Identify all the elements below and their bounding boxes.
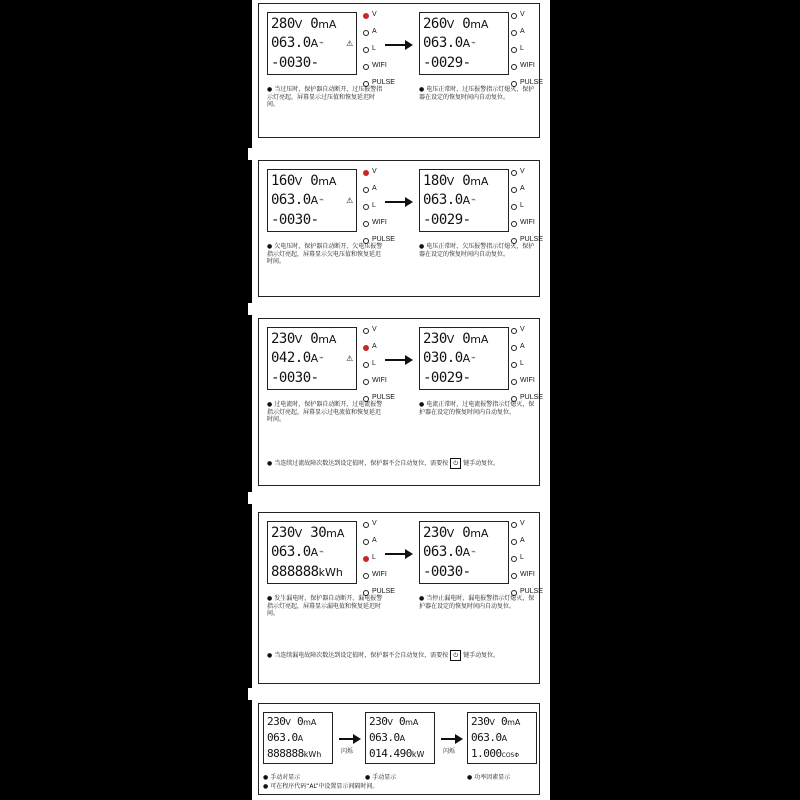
power-button-icon: ⏻: [450, 650, 461, 661]
led-dot-icon: [511, 362, 517, 368]
indicator-a: A: [363, 536, 391, 553]
plug-icon: ⌁: [319, 195, 324, 204]
led-dot-icon: [363, 556, 369, 562]
page-notch: [248, 688, 258, 700]
indicator-pulse: PULSE: [363, 78, 391, 95]
indicator-l: L: [363, 201, 391, 218]
indicator-l: L: [363, 44, 391, 61]
indicator-pulse: PULSE: [363, 235, 391, 252]
fault-description: ● 当过压时，保护器自动断开，过压报警指示灯亮起，屏幕显示过压值和恢复延迟时间。: [267, 86, 385, 109]
led-dot-icon: [511, 170, 517, 176]
indicator-v: V: [363, 325, 391, 342]
page-notch: [248, 303, 258, 315]
protection-panel: [258, 3, 543, 138]
led-dot-icon: [511, 30, 517, 36]
indicator-l: L: [511, 201, 539, 218]
indicator-v: V: [363, 519, 391, 536]
indicator-l: L: [363, 359, 391, 376]
page-notch: [248, 148, 258, 160]
lcd-screen-fault: 230V 30mA 063.0A⌁ 888888kWh: [267, 521, 357, 584]
lcd-screen-fault: 160V 0mA 063.0A⌁ -0030- ⚠: [267, 169, 357, 232]
warning-icon: ⚠: [346, 193, 353, 206]
page-notch: [248, 492, 258, 504]
led-dot-icon: [363, 379, 369, 385]
indicator-pulse: PULSE: [363, 393, 391, 410]
led-dot-icon: [511, 522, 517, 528]
power-button-icon: ⏻: [450, 458, 461, 469]
arrow-icon: [385, 201, 411, 203]
indicator-a: A: [363, 342, 391, 359]
led-dot-icon: [363, 328, 369, 334]
caption: ● 功率因素显示: [467, 772, 510, 781]
indicator-a: A: [363, 27, 391, 44]
lcd-screen-recovered: 230V 0mA 063.0A⌁ -0030-: [419, 521, 509, 584]
led-dot-icon: [363, 13, 369, 19]
recovery-description: ● 电流正常时，过电流报警指示灯熄灭，保护器在设定的恢复时间内自动复位。: [419, 401, 537, 416]
led-dot-icon: [363, 345, 369, 351]
indicator-wifi: WIFI: [511, 376, 539, 393]
led-dot-icon: [511, 64, 517, 70]
caption: ● 手动对显示: [263, 772, 300, 781]
warning-icon: ⚠: [346, 351, 353, 364]
indicator-l: L: [511, 44, 539, 61]
indicator-v: V: [511, 167, 539, 184]
plug-icon: ⌁: [471, 38, 476, 47]
protection-panel: [258, 512, 543, 684]
led-dot-icon: [363, 221, 369, 227]
recovery-description: ● 电压正常时，过压报警指示灯熄灭，保护器在设定的恢复时间内自动复位。: [419, 86, 537, 101]
indicator-pulse: PULSE: [363, 587, 391, 604]
fault-description: ● 过电流时，保护器自动断开，过电流报警指示灯亮起，屏幕显示过电流值和恢复延迟时间。: [267, 401, 385, 424]
led-dot-icon: [363, 187, 369, 193]
plug-icon: ⌁: [471, 353, 476, 362]
indicator-pulse: PULSE: [511, 235, 539, 252]
mode-label: 闪烁: [341, 748, 354, 755]
led-dot-icon: [511, 221, 517, 227]
plug-icon: ⌁: [471, 195, 476, 204]
led-dot-icon: [363, 64, 369, 70]
caption: ● 可在程序代码“AL”中设置显示间隔时间。: [263, 781, 378, 790]
lcd-screen-recovered: 260V 0mA 063.0A⌁ -0029-: [419, 12, 509, 75]
led-dot-icon: [363, 573, 369, 579]
plug-icon: ⌁: [319, 353, 324, 362]
manual-reset-note: ● 当连续过流故障次数达到设定值时，保护器不会自动复位，需要按 ⏻ 键手动复位。: [267, 458, 499, 469]
indicator-l: L: [511, 553, 539, 570]
mode-label: 闪烁: [443, 748, 456, 755]
arrow-icon: [385, 553, 411, 555]
led-dot-icon: [363, 539, 369, 545]
lcd-screen-power-factor: 230V 0mA 063.0A 1.000COSΦ: [467, 712, 537, 764]
protection-panel: [258, 160, 543, 297]
indicator-a: A: [511, 184, 539, 201]
lcd-screen-recovered: 180V 0mA 063.0A⌁ -0029-: [419, 169, 509, 232]
lcd-screen-energy: 230V 0mA 063.0A 888888kWh: [263, 712, 333, 764]
led-dot-icon: [511, 539, 517, 545]
indicator-v: V: [363, 10, 391, 27]
indicator-v: V: [363, 167, 391, 184]
manual-reset-note: ● 当连续漏电故障次数达到设定值时，保护器不会自动复位，需要按 ⏻ 键手动复位。: [267, 650, 499, 661]
fault-description: ● 欠电压时，保护器自动断开，欠电压报警指示灯亮起，屏幕显示欠电压值和恢复延迟时间。: [267, 243, 385, 266]
indicator-v: V: [511, 325, 539, 342]
arrow-icon: [385, 359, 411, 361]
led-dot-icon: [511, 345, 517, 351]
arrow-icon: [441, 738, 461, 740]
recovery-description: ● 当停止漏电时，漏电报警指示灯熄灭，保护器在设定的恢复时间内自动复位。: [419, 595, 537, 610]
warning-icon: ⚠: [346, 36, 353, 49]
display-mode-panel: [258, 703, 540, 795]
led-dot-icon: [363, 170, 369, 176]
indicator-a: A: [511, 342, 539, 359]
lcd-screen-fault: 230V 0mA 042.0A⌁ -0030- ⚠: [267, 327, 357, 390]
indicator-l: L: [363, 553, 391, 570]
indicator-wifi: WIFI: [363, 376, 391, 393]
led-dot-icon: [511, 573, 517, 579]
lcd-screen-power: 230V 0mA 063.0A 014.490kW: [365, 712, 435, 764]
caption: ● 手动显示: [365, 772, 396, 781]
lcd-screen-recovered: 230V 0mA 030.0A⌁ -0029-: [419, 327, 509, 390]
indicator-l: L: [511, 359, 539, 376]
indicator-pulse: PULSE: [511, 78, 539, 95]
led-dot-icon: [363, 362, 369, 368]
indicator-a: A: [363, 184, 391, 201]
arrow-icon: [385, 44, 411, 46]
indicator-wifi: WIFI: [511, 570, 539, 587]
indicator-a: A: [511, 27, 539, 44]
led-dot-icon: [511, 556, 517, 562]
led-dot-icon: [511, 328, 517, 334]
indicator-pulse: PULSE: [511, 393, 539, 410]
led-dot-icon: [363, 522, 369, 528]
led-dot-icon: [511, 379, 517, 385]
led-dot-icon: [511, 47, 517, 53]
indicator-pulse: PULSE: [511, 587, 539, 604]
indicator-wifi: WIFI: [363, 61, 391, 78]
indicator-wifi: WIFI: [511, 218, 539, 235]
led-dot-icon: [511, 204, 517, 210]
plug-icon: ⌁: [471, 547, 476, 556]
plug-icon: ⌁: [319, 547, 324, 556]
led-dot-icon: [363, 47, 369, 53]
arrow-icon: [339, 738, 359, 740]
fault-description: ● 发生漏电时，保护器自动断开，漏电报警指示灯亮起，屏幕显示漏电值和恢复延迟时间。: [267, 595, 385, 618]
led-dot-icon: [363, 30, 369, 36]
indicator-v: V: [511, 519, 539, 536]
indicator-wifi: WIFI: [511, 61, 539, 78]
led-dot-icon: [511, 13, 517, 19]
lcd-screen-fault: 280V 0mA 063.0A⌁ -0030- ⚠: [267, 12, 357, 75]
indicator-wifi: WIFI: [363, 218, 391, 235]
protection-panel: [258, 318, 543, 486]
led-dot-icon: [511, 187, 517, 193]
indicator-wifi: WIFI: [363, 570, 391, 587]
plug-icon: ⌁: [319, 38, 324, 47]
indicator-a: A: [511, 536, 539, 553]
led-dot-icon: [363, 204, 369, 210]
recovery-description: ● 电压正常时，欠压报警指示灯熄灭，保护器在设定的恢复时间内自动复位。: [419, 243, 537, 258]
indicator-v: V: [511, 10, 539, 27]
